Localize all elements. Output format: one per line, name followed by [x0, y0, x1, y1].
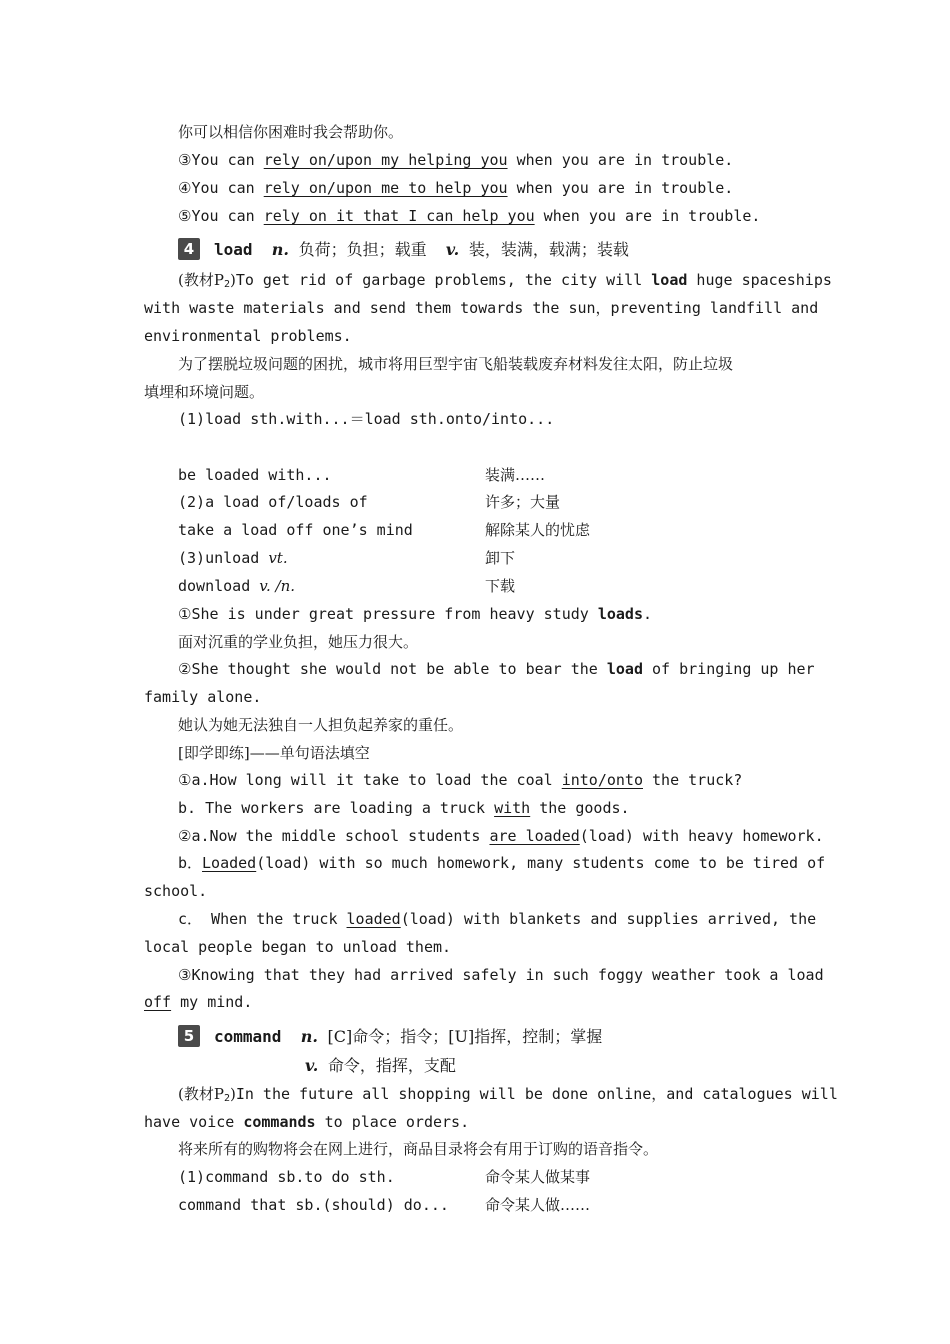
practice-item-line: off my mind. — [144, 993, 253, 1011]
example-translation: 面对沉重的学业负担，她压力很大。 — [178, 633, 419, 651]
entry-number-badge: 4 — [178, 238, 200, 260]
practice-item-line: local people began to unload them. — [144, 938, 452, 956]
answer-blank: rely on/upon me to help you — [263, 179, 508, 197]
phrase-row: (1)load sth.with...＝load sth.onto/into... — [178, 410, 555, 428]
example-sentence: ③You can rely on/upon my helping you when you are in trouble. — [178, 151, 734, 169]
textbook-source-line: with waste materials and send them towards the sun，preventing landfill and — [144, 299, 819, 317]
phrase-row: (3)unload vt. 卸下 — [178, 549, 516, 567]
textbook-source: (教材$P_2)In$ the future all shopping will be done online，and catalogues will — [178, 1085, 838, 1104]
phrase-row: command that sb.(should) do... 命令某人做…… — [178, 1196, 591, 1214]
practice-item: c． When the truck loaded(load) with blankets and supplies arrived, the — [178, 910, 817, 928]
phrase-row: take a load off one’s mind 解除某人的忧虑 — [178, 521, 591, 539]
textbook-source-line: environmental problems. — [144, 327, 352, 345]
practice-item: b. The workers are loading a truck with the goods. — [178, 799, 630, 817]
source-translation: 将来所有的购物将会在网上进行，商品目录将会有用于订购的语音指令。 — [178, 1140, 659, 1158]
headword: command — [214, 1027, 282, 1046]
answer-blank: into/onto — [561, 771, 643, 789]
answer-blank: are loaded — [489, 827, 580, 845]
intro-translation: 你可以相信你困难时我会帮助你。 — [178, 123, 404, 141]
headword: load — [214, 240, 253, 259]
verb-meaning: v. 命令，指挥，支配 — [305, 1056, 456, 1075]
entry-number-badge: 5 — [178, 1025, 200, 1047]
entry-heading-command: 5 command n. [C]命令；指令；[U]指挥，控制；掌握 — [178, 1023, 807, 1051]
answer-blank: loaded — [346, 910, 401, 928]
textbook-source-line: have voice commands to place orders. — [144, 1113, 470, 1131]
example-sentence: ②She thought she would not be able to bear the load of bringing up her — [178, 660, 815, 678]
answer-blank: rely on/upon my helping you — [263, 151, 508, 169]
phrase-row: (1)command sb.to do sth. 命令某人做某事 — [178, 1168, 591, 1186]
example-sentence: ①She is under great pressure from heavy study loads. — [178, 605, 653, 623]
answer-blank: off — [144, 993, 172, 1011]
phrase-row: (2)a load of/loads of 许多；大量 — [178, 493, 561, 511]
source-translation: 填埋和环境问题。 — [144, 383, 265, 401]
textbook-source: (教材$P_2)To$ get rid of garbage problems, the city will load huge spaceships — [178, 271, 832, 290]
practice-item: ③Knowing that they had arrived safely in such foggy weather took a load — [178, 966, 824, 984]
practice-item: ②a.Now the middle school students are loaded(load) with heavy homework. — [178, 827, 824, 845]
answer-blank: Loaded — [202, 854, 257, 872]
example-sentence: ⑤You can rely on it that I can help you when you are in trouble. — [178, 207, 761, 225]
practice-item-line: school. — [144, 882, 208, 900]
source-translation: 为了摆脱垃圾问题的困扰，城市将用巨型宇宙飞船装载废弃材料发往太阳，防止垃圾 — [178, 355, 734, 373]
entry-heading-load: 4 load n. 负荷；负担；载重 v. 装，装满，载满；装载 — [178, 236, 807, 264]
practice-item: ①a.How long will it take to load the coal into/onto the truck? — [178, 771, 743, 789]
practice-item: b．Loaded(load) with so much homework, many students come to be tired of — [178, 854, 826, 872]
practice-title: [即学即练]——单句语法填空 — [178, 744, 370, 762]
answer-blank: rely on it that I can help you — [263, 207, 535, 225]
phrase-row: download v. /n. 下载 — [178, 577, 516, 595]
example-sentence: ④You can rely on/upon me to help you when you are in trouble. — [178, 179, 734, 197]
phrase-row: be loaded with... 装满…… — [178, 466, 546, 484]
example-translation: 她认为她无法独自一人担负起养家的重任。 — [178, 716, 464, 734]
answer-blank: with — [494, 799, 531, 817]
example-sentence-line: family alone. — [144, 688, 262, 706]
